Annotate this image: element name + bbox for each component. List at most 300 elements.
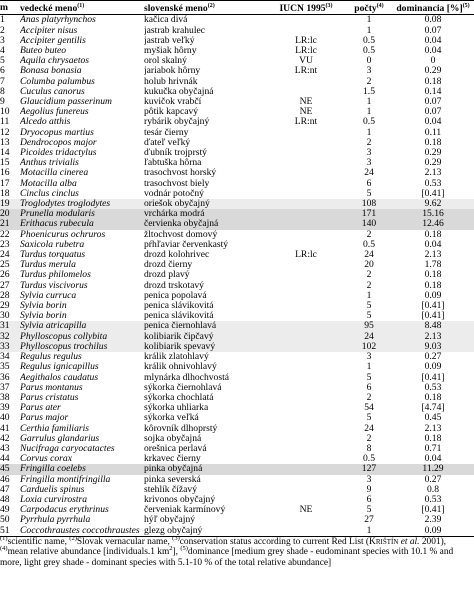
abundance: 27 xyxy=(364,515,374,526)
dominance: [0.41] xyxy=(421,311,445,322)
row-number: 5 xyxy=(0,56,5,67)
row-number: 12 xyxy=(0,127,10,138)
table-row xyxy=(0,270,474,280)
iucn-status xyxy=(266,260,346,270)
scientific-name: Anthus trivialis xyxy=(20,158,79,169)
iucn-status xyxy=(266,199,346,209)
abundance: 102 xyxy=(346,342,392,352)
slovak-name: červeniak karmínový xyxy=(144,505,226,516)
table-row xyxy=(0,464,474,474)
row-number: 49 xyxy=(0,505,10,516)
abundance: 2 xyxy=(366,76,372,87)
dominance: 0.04 xyxy=(424,35,442,46)
dominance: [0.41] xyxy=(421,301,445,312)
abundance: 0.5 xyxy=(363,35,375,46)
table-row xyxy=(0,66,474,76)
row-number: 51 xyxy=(0,525,10,536)
table-row xyxy=(0,332,474,342)
dominance: 0.53 xyxy=(424,494,442,505)
slovak-name: sýkorka veľká xyxy=(144,413,199,424)
row-number: 7 xyxy=(0,76,5,87)
abundance: 3 xyxy=(366,66,372,77)
slovak-name: oriešok obyčajný xyxy=(144,199,266,209)
dominance: 11.29 xyxy=(392,464,474,474)
slovak-name: myšiak hôrny xyxy=(144,46,197,56)
slovak-name: pôtik kapcavý xyxy=(144,107,199,118)
abundance: 127 xyxy=(346,464,392,474)
iucn-status: LR:lc xyxy=(295,35,317,46)
dominance: 0.09 xyxy=(424,290,442,301)
slovak-name: orol skalný xyxy=(144,56,187,67)
scientific-name: Sylvia borin xyxy=(20,311,67,322)
scientific-name: Aegithalos caudatus xyxy=(20,372,99,383)
row-number: 36 xyxy=(0,372,10,383)
dominance: 0.04 xyxy=(424,46,442,56)
table-row xyxy=(0,15,474,26)
table-row xyxy=(0,495,474,505)
abundance: 1 xyxy=(366,127,372,138)
row-number: 14 xyxy=(0,148,10,159)
slovak-name: penica slávikovitá xyxy=(144,301,214,312)
iucn-status xyxy=(266,526,346,537)
iucn-status xyxy=(266,321,346,331)
scientific-name: Phylloscopus trochilus xyxy=(20,342,144,352)
table-row xyxy=(0,87,474,97)
abundance: 5 xyxy=(366,188,372,199)
iucn-status xyxy=(266,383,346,393)
row-number: 47 xyxy=(0,484,10,495)
table-row xyxy=(0,311,474,321)
slovak-name: rybárik obyčajný xyxy=(144,117,210,128)
table-row xyxy=(0,515,474,525)
iucn-status xyxy=(266,393,346,403)
iucn-status xyxy=(266,332,346,342)
row-number: 35 xyxy=(0,362,10,373)
abundance: 5 xyxy=(366,372,372,383)
row-number: 15 xyxy=(0,158,10,169)
row-number: 27 xyxy=(0,280,10,291)
dominance: 8.48 xyxy=(392,321,474,331)
dominance: 0.53 xyxy=(424,382,442,393)
abundance: 24 xyxy=(364,423,374,434)
row-number: 40 xyxy=(0,413,10,424)
dominance: [4.74] xyxy=(421,403,445,414)
slovak-name: pinka obyčajná xyxy=(144,464,266,474)
table-row xyxy=(0,424,474,434)
abundance: 5 xyxy=(366,413,372,424)
dominance: 2.13 xyxy=(392,332,474,342)
row-number: 4 xyxy=(0,46,5,56)
dominance: 0.71 xyxy=(424,443,442,454)
slovak-name: glezg obyčajný xyxy=(144,525,203,536)
scientific-name: Bonasa bonasia xyxy=(20,66,82,77)
dominance: 0.04 xyxy=(424,454,442,465)
slovak-name: kačica divá xyxy=(144,14,188,26)
abundance: 3 xyxy=(366,148,372,159)
scientific-name: Cinclus cinclus xyxy=(20,188,79,199)
scientific-name: Dendrocopos major xyxy=(20,137,97,148)
header-slovak-name: slovenské meno$^{(2)}$ xyxy=(144,3,215,15)
row-number: 11 xyxy=(0,117,10,128)
scientific-name: Picoides tridactylus xyxy=(20,148,97,159)
slovak-name: jastrab veľký xyxy=(144,35,195,46)
row-number: 17 xyxy=(0,178,10,189)
table-row xyxy=(0,444,474,454)
iucn-status xyxy=(266,291,346,301)
iucn-status xyxy=(266,219,346,229)
dominance: [0.41] xyxy=(421,188,445,199)
scientific-name: Glaucidium passerinum xyxy=(20,97,112,108)
scientific-name: Motacilla alba xyxy=(20,178,77,189)
iucn-status: NE xyxy=(299,107,313,118)
slovak-name: sýkorka čiernohlavá xyxy=(144,382,222,393)
abundance: 0 xyxy=(366,56,372,67)
iucn-status: LR:nt xyxy=(294,66,318,77)
table-row xyxy=(0,485,474,495)
table-row xyxy=(0,77,474,87)
dominance: 0.18 xyxy=(424,137,442,148)
row-number: 33 xyxy=(0,342,20,352)
dominance: 0.18 xyxy=(424,392,442,403)
table-row xyxy=(0,393,474,403)
table-row xyxy=(0,413,474,423)
scientific-name: Turdus philomelos xyxy=(20,270,91,281)
abundance: 3 xyxy=(366,352,372,363)
slovak-name: pŕhľaviar červenkastý xyxy=(144,239,229,250)
scientific-name: Regulus regulus xyxy=(20,352,82,363)
table-row xyxy=(0,342,474,352)
row-number: 26 xyxy=(0,270,10,281)
iucn-status: LR:nt xyxy=(294,117,318,128)
iucn-status xyxy=(266,230,346,240)
iucn-status xyxy=(266,424,346,434)
header-dominance: dominancia [%]$^{(5)}$ xyxy=(396,3,470,15)
abundance: 1 xyxy=(366,97,372,108)
row-number: 44 xyxy=(0,454,10,465)
table-row xyxy=(0,281,474,291)
slovak-name: sýkorka uhliarka xyxy=(144,403,209,414)
abundance: 1 xyxy=(366,14,372,26)
slovak-name: holub hrivnák xyxy=(144,76,198,87)
abundance: 171 xyxy=(346,209,392,219)
abundance: 5 xyxy=(366,311,372,322)
slovak-name: kolibiarik spevavý xyxy=(144,342,266,352)
table-row xyxy=(0,230,474,240)
table-footnote: $^{(1)}$scientific name, $^{(2)}$Slovak vernacular name, $^{(3)}$conservation status according to current Red List (Krištín et al. 2001), $^{(4)}$mean relative abundance [individuals.1 $km^2$], $^{(5)}$dominance [medium grey shade - eudominant species with 10.1 % and more, light grey shade - dominant species with 5.1-10 % of the total relative abundance] xyxy=(0,534,454,568)
dominance: 0.18 xyxy=(424,76,442,87)
iucn-status xyxy=(266,373,346,383)
table-row xyxy=(0,148,474,158)
row-number: 18 xyxy=(0,188,10,199)
iucn-status xyxy=(266,301,346,311)
table-row xyxy=(0,36,474,46)
scientific-name: Sylvia borin xyxy=(20,301,67,312)
header-counts: počty$^{(4)}$ xyxy=(354,3,384,15)
dominance: 0.07 xyxy=(424,107,442,118)
table-row xyxy=(0,46,474,56)
iucn-status xyxy=(266,352,346,362)
slovak-name: mlynárka dlhochvostá xyxy=(144,372,229,383)
slovak-name: vodnár potočný xyxy=(144,188,204,199)
scientific-name: Accipiter nisus xyxy=(20,25,78,36)
dominance: 2.13 xyxy=(424,250,442,261)
slovak-name: vrchárka modrá xyxy=(144,209,266,219)
scientific-name: Parus major xyxy=(20,413,69,424)
slovak-name: kukučka obyčajná xyxy=(144,86,214,97)
slovak-name: penica slávikovitá xyxy=(144,311,214,322)
dominance: 0.29 xyxy=(424,66,442,77)
iucn-status xyxy=(266,138,346,148)
slovak-name: králik zlatohlavý xyxy=(144,352,209,363)
dominance: 0.07 xyxy=(424,97,442,108)
table-row xyxy=(0,434,474,444)
dominance: 0.08 xyxy=(424,14,442,26)
abundance: 5 xyxy=(366,301,372,312)
abundance: 24 xyxy=(364,168,374,179)
abundance: 2 xyxy=(366,392,372,403)
abundance: 6 xyxy=(366,382,372,393)
iucn-status: VU xyxy=(299,56,313,67)
dominance: 9.62 xyxy=(392,199,474,209)
dominance: [0.41] xyxy=(421,505,445,516)
slovak-name: krivonos obyčajný xyxy=(144,494,216,505)
row-number: 8 xyxy=(0,86,5,97)
iucn-status xyxy=(266,281,346,291)
iucn-status xyxy=(266,148,346,158)
dominance: 0 xyxy=(430,56,436,67)
header-iucn: IUCN 1995$^{(3)}$ xyxy=(279,3,333,15)
iucn-status xyxy=(266,434,346,444)
dominance: 0.04 xyxy=(424,117,442,128)
table-row xyxy=(0,56,474,66)
abundance: 1 xyxy=(366,25,372,36)
table-row xyxy=(0,373,474,383)
row-number: 43 xyxy=(0,443,10,454)
dominance: 0.04 xyxy=(424,239,442,250)
row-number: 41 xyxy=(0,423,10,434)
row-number: 48 xyxy=(0,494,10,505)
table-row xyxy=(0,138,474,148)
abundance: 24 xyxy=(364,250,374,261)
table-body xyxy=(0,15,474,536)
scientific-name: Prunella modularis xyxy=(20,209,144,219)
slovak-name: tesár čierny xyxy=(144,127,189,138)
iucn-status xyxy=(266,475,346,485)
abundance: 108 xyxy=(346,199,392,209)
iucn-status xyxy=(266,403,346,413)
abundance: 1 xyxy=(366,525,372,536)
row-number: 31 xyxy=(0,321,20,331)
scientific-name: Accipiter gentilis xyxy=(20,35,86,46)
iucn-status xyxy=(266,485,346,495)
scientific-name: Aquila chrysaetos xyxy=(20,56,90,67)
abundance: 2 xyxy=(366,433,372,444)
slovak-name: jastrab krahulec xyxy=(144,25,205,36)
scientific-name: Columba palumbus xyxy=(20,76,95,87)
iucn-status xyxy=(266,342,346,352)
scientific-name: Parus montanus xyxy=(20,382,83,393)
scientific-name: Pyrrhula pyrrhula xyxy=(20,515,91,526)
slovak-name: sojka obyčajná xyxy=(144,433,202,444)
iucn-status xyxy=(266,26,346,36)
abundance: 2 xyxy=(366,270,372,281)
iucn-status: LR:lc xyxy=(295,250,317,261)
table-row xyxy=(0,158,474,168)
row-number: 6 xyxy=(0,66,5,77)
dominance: 0.14 xyxy=(424,86,442,97)
dominance: 9.03 xyxy=(392,342,474,352)
slovak-name: drozd plavý xyxy=(144,270,190,281)
slovak-name: kolibiarik čipčavý xyxy=(144,332,266,342)
iucn-status xyxy=(266,454,346,464)
abundance: 2 xyxy=(366,137,372,148)
row-number: 19 xyxy=(0,199,20,209)
scientific-name: Saxicola rubetra xyxy=(20,239,85,250)
dominance: 0.8 xyxy=(427,484,439,495)
table-row xyxy=(0,128,474,138)
table-row xyxy=(0,107,474,117)
slovak-name: kuvičok vrabčí xyxy=(144,97,202,108)
dominance: 0.27 xyxy=(424,474,442,485)
row-number: 20 xyxy=(0,209,20,219)
scientific-name: Alcedo atthis xyxy=(20,117,71,128)
row-number: 1 xyxy=(0,14,5,26)
table-row xyxy=(0,454,474,464)
dominance: 0.18 xyxy=(424,229,442,240)
scientific-name: Sylvia curruca xyxy=(20,290,77,301)
row-number: 22 xyxy=(0,229,10,240)
abundance: 140 xyxy=(346,219,392,229)
scientific-name: Fringilla montifringilla xyxy=(20,474,111,485)
row-number: 16 xyxy=(0,168,10,179)
table-row xyxy=(0,240,474,250)
row-number: 32 xyxy=(0,332,20,342)
iucn-status xyxy=(266,240,346,250)
scientific-name: Garrulus glandarius xyxy=(20,433,100,444)
slovak-name: žltochvost domový xyxy=(144,229,218,240)
dominance: 0.09 xyxy=(424,362,442,373)
abundance: 95 xyxy=(346,321,392,331)
header-scientific-name: vedecké meno$^{(1)}$ xyxy=(20,3,85,15)
slovak-name: kôrovník dlhoprstý xyxy=(144,423,218,434)
iucn-status xyxy=(266,413,346,423)
row-number: 10 xyxy=(0,107,10,118)
scientific-name: Turdus torquatus xyxy=(20,250,86,261)
row-number: 24 xyxy=(0,250,10,261)
abundance: 1.5 xyxy=(363,86,375,97)
iucn-status xyxy=(266,515,346,525)
table-row xyxy=(0,505,474,515)
row-number: 2 xyxy=(0,25,5,36)
scientific-name: Carpodacus erythrinus xyxy=(20,505,109,516)
row-number: 39 xyxy=(0,403,10,414)
scientific-name: Cuculus canorus xyxy=(20,86,85,97)
abundance: 3 xyxy=(366,158,372,169)
dominance: 15.16 xyxy=(392,209,474,219)
iucn-status xyxy=(266,495,346,505)
row-number: 30 xyxy=(0,311,10,322)
abundance: 0.5 xyxy=(363,117,375,128)
abundance: 6 xyxy=(366,178,372,189)
abundance: 5 xyxy=(366,505,372,516)
row-number: 46 xyxy=(0,474,10,485)
dominance: 0.11 xyxy=(424,127,442,138)
row-number: 38 xyxy=(0,392,10,403)
row-number: 37 xyxy=(0,382,10,393)
scientific-name: Phoenicurus ochruros xyxy=(20,229,106,240)
scientific-name: Regulus ignicapillus xyxy=(20,362,99,373)
slovak-name: pinka severská xyxy=(144,474,201,485)
row-number: 29 xyxy=(0,301,10,312)
row-number: 50 xyxy=(0,515,10,526)
scientific-name: Turdus viscivorus xyxy=(20,280,88,291)
iucn-status xyxy=(266,189,346,199)
dominance: [0.41] xyxy=(421,372,445,383)
scientific-name: Certhia familiaris xyxy=(20,423,90,434)
iucn-status: NE xyxy=(299,97,313,108)
abundance: 2 xyxy=(366,280,372,291)
dominance: 0.29 xyxy=(424,148,442,159)
abundance: 24 xyxy=(346,332,392,342)
slovak-name: drozd kolohrivec xyxy=(144,250,210,261)
iucn-status xyxy=(266,168,346,178)
scientific-name: Nucifraga caryocatactes xyxy=(20,443,115,454)
scientific-name: Buteo buteo xyxy=(20,46,67,56)
table-row xyxy=(0,179,474,189)
scientific-name: Phylloscopus collybita xyxy=(20,332,144,342)
scientific-name: Parus cristatus xyxy=(20,392,79,403)
dominance: 2.13 xyxy=(424,168,442,179)
scientific-name: Coccothraustes coccothraustes xyxy=(20,525,140,536)
scientific-name: Loxia curvirostra xyxy=(20,494,88,505)
row-number: 13 xyxy=(0,137,10,148)
iucn-status xyxy=(266,209,346,219)
row-number: 25 xyxy=(0,260,10,271)
iucn-status: LR:lc xyxy=(295,46,317,56)
scientific-name: Motacilla cinerea xyxy=(20,168,89,179)
row-number: 3 xyxy=(0,35,5,46)
abundance: 54 xyxy=(364,403,374,414)
iucn-status xyxy=(266,77,346,87)
scientific-name: Parus ater xyxy=(20,403,61,414)
dominance: 0.18 xyxy=(424,280,442,291)
iucn-status xyxy=(266,15,346,26)
iucn-status xyxy=(266,158,346,168)
dominance: 0.18 xyxy=(424,433,442,444)
abundance: 0.5 xyxy=(363,239,375,250)
iucn-status xyxy=(266,128,346,138)
row-number: 21 xyxy=(0,219,20,229)
dominance: 1.78 xyxy=(424,260,442,271)
dominance: 0.18 xyxy=(424,270,442,281)
slovak-name: trasochvost biely xyxy=(144,178,210,189)
table-row xyxy=(0,117,474,127)
abundance: 8 xyxy=(366,443,372,454)
slovak-name: penica popolavá xyxy=(144,290,207,301)
slovak-name: penica čiernohlavá xyxy=(144,321,266,331)
iucn-status xyxy=(266,270,346,280)
scientific-name: Erithacus rubecula xyxy=(20,219,144,229)
scientific-name: Fringilla coelebs xyxy=(20,464,144,474)
dominance: 0.29 xyxy=(424,158,442,169)
iucn-status xyxy=(266,179,346,189)
table-row xyxy=(0,168,474,178)
slovak-name: sýkorka chochlatá xyxy=(144,392,214,403)
dominance: 2.39 xyxy=(424,515,442,526)
table-row xyxy=(0,321,474,331)
iucn-status xyxy=(266,87,346,97)
abundance: 0.5 xyxy=(363,454,375,465)
